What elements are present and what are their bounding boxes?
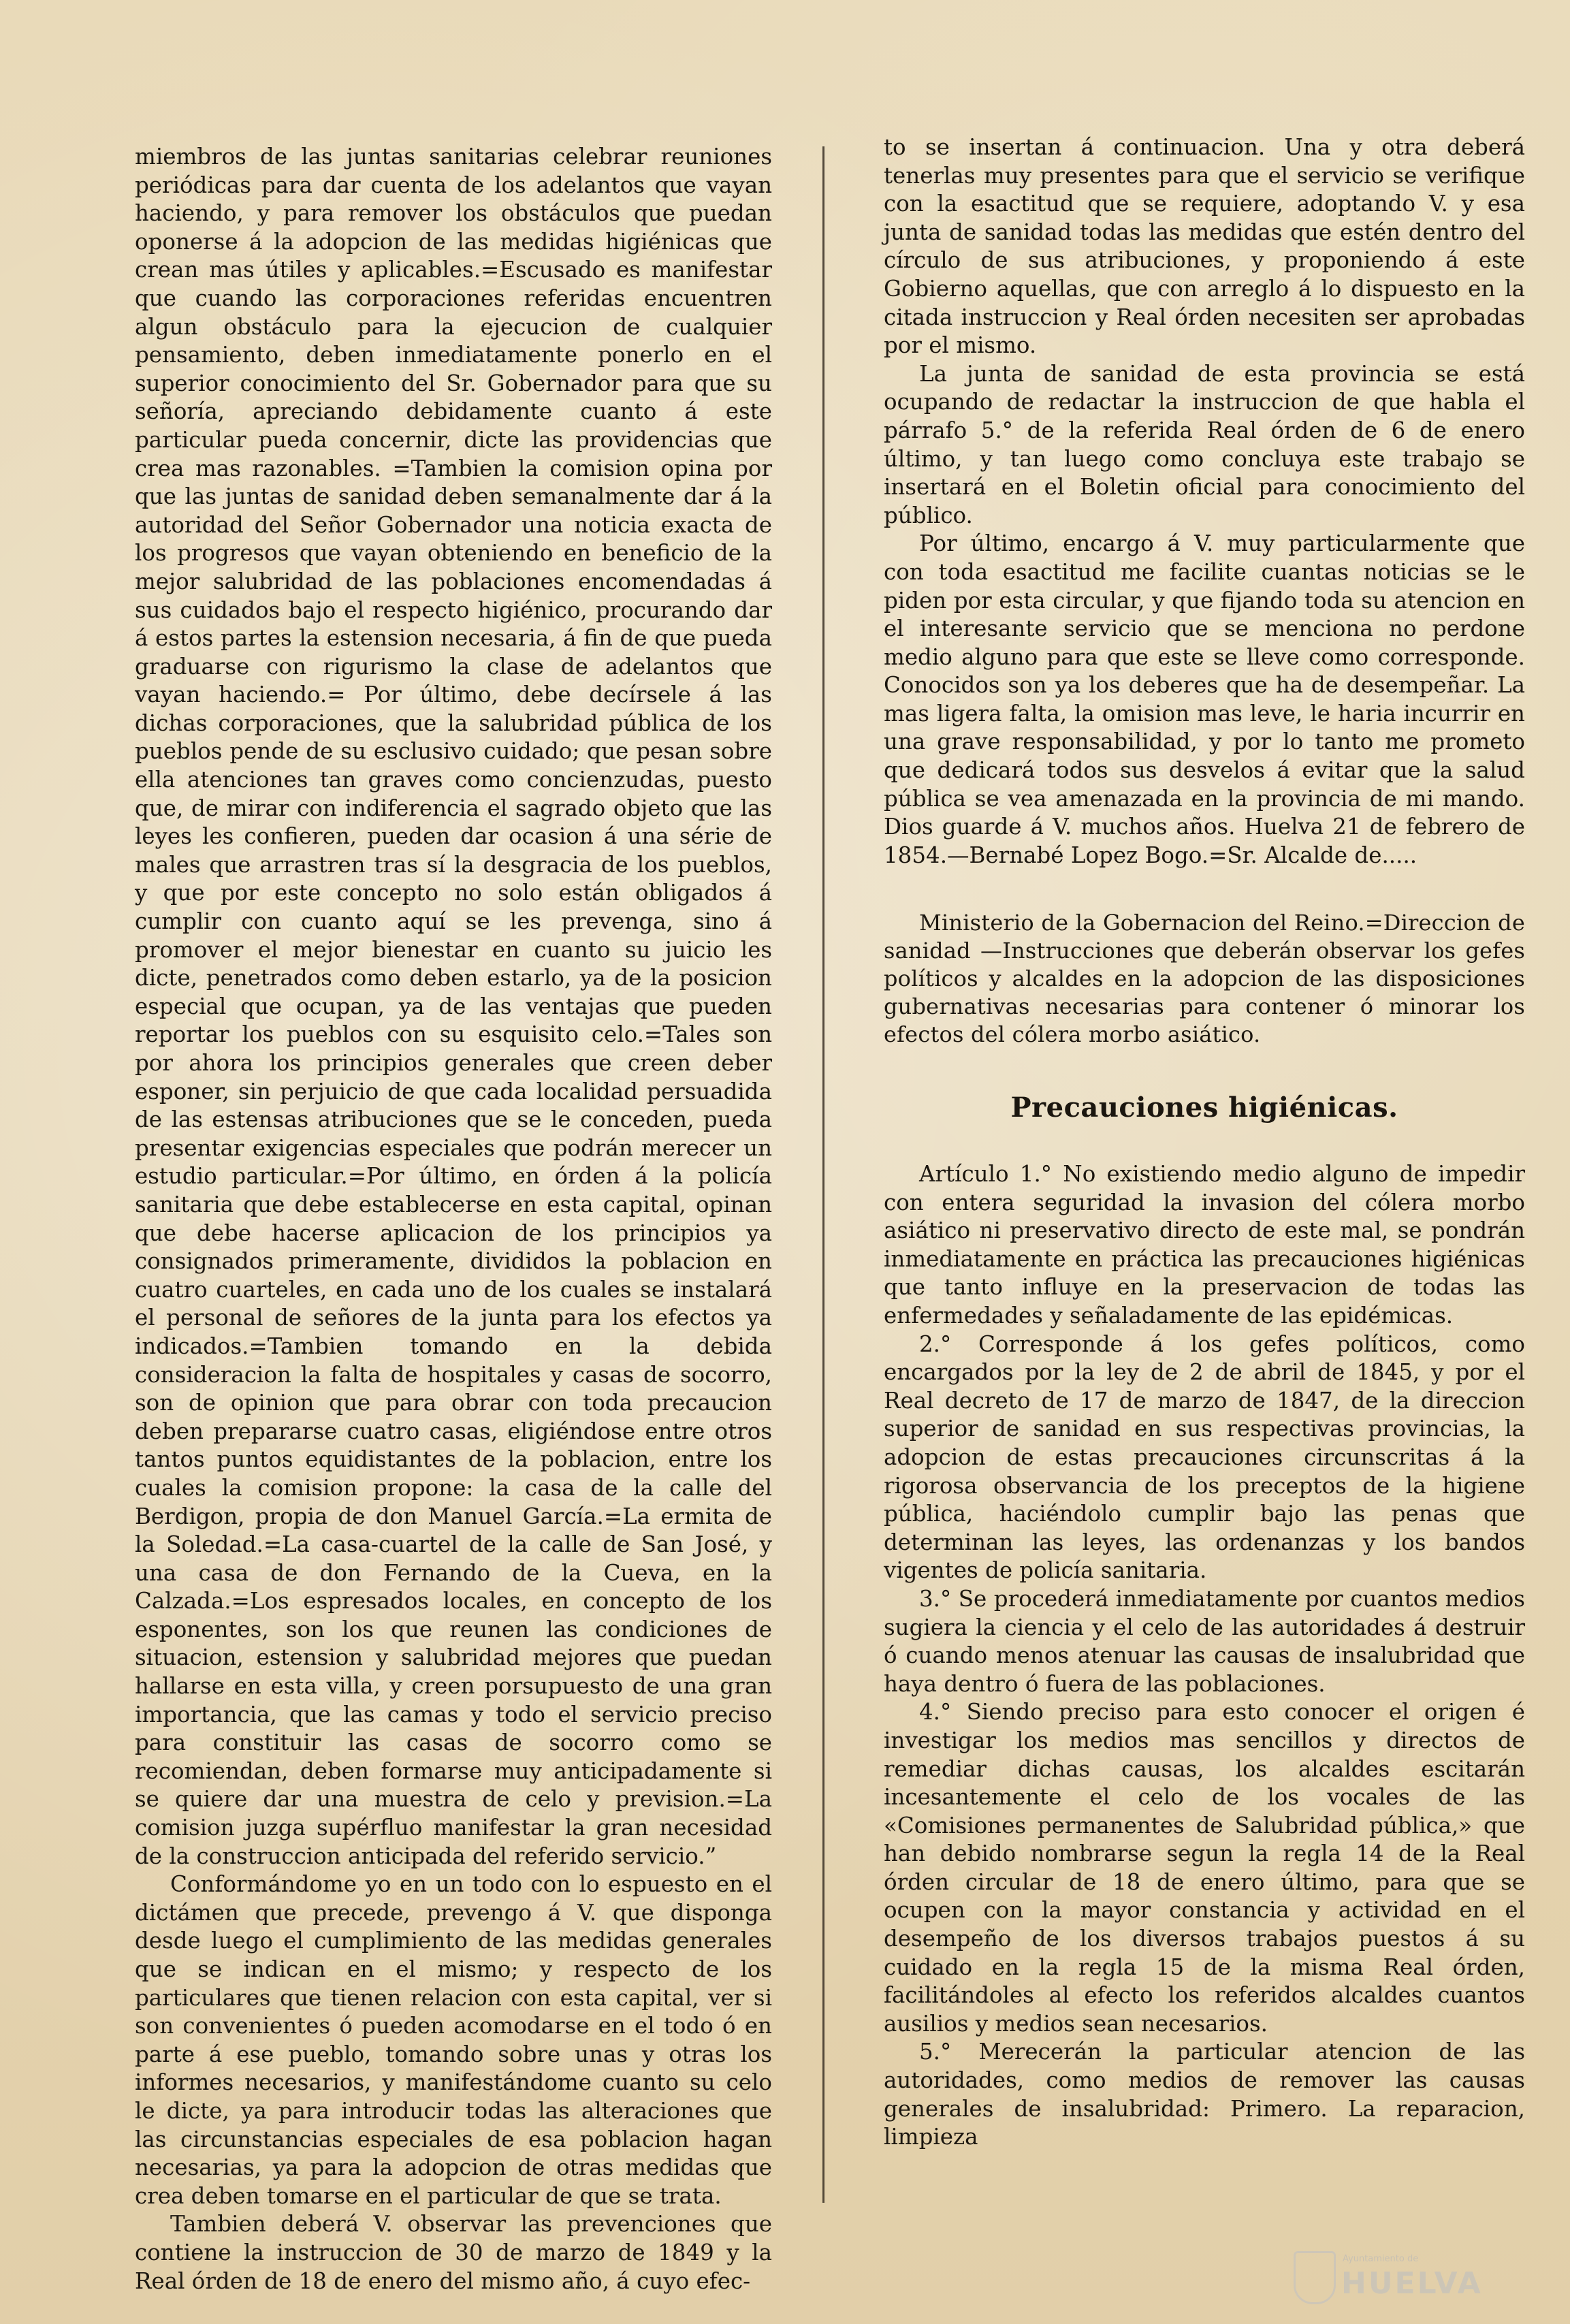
left-paragraph: Tambien deberá V. observar las prevenciones que contiene la instruccion de 30 de marzo de 1849 y la Real órden de 18 de enero del mismo año, á cuyo efec- [135, 2211, 772, 2294]
article-paragraph: 4.° Siendo preciso para esto conocer el origen é investigar los medios mas sencillos y directos de remediar dichas causas, los alcaldes escitarán incesantemente el celo de los vocales de las «Comisiones permanentes de Salubridad pública,» que han debido nombrarse segun la regla 14 de la Real órden circular de 18 de enero último, para que se ocupen con la mayor constancia y actividad en el desempeño de los diversos trabajos puestos á su cuidado en la regla 15 de la misma Real órden, facilitándoles al efecto los referidos alcaldes cuantos ausilios y medios sean necesarios. [884, 1699, 1525, 2037]
article-paragraph: 2.° Corresponde á los gefes políticos, como encargados por la ley de 2 de abril de 1845, y por el Real decreto de 17 de marzo de 1847, de la direccion superior de sanidad en sus respectivas provincias, la adopcion de estas precauciones circunscritas á la rigorosa observancia de los preceptos de la higiene pública, haciéndolo cumplir bajo las penas que determinan las leyes, las ordenanzas y los bandos vigentes de policía sanitaria. [884, 1331, 1525, 1584]
left-paragraph: Conformándome yo en un todo con lo espuesto en el dictámen que precede, prevengo á V. que disponga desde luego el cumplimiento de las medidas generales que se indican en el mismo; y respecto de los particulares que tienen relacion con esta capital, ver si son convenientes ó pueden acomodarse en el todo ó en parte á ese pueblo, tomando sobre unas y otras los informes necesarios, y manifestándome cuanto su celo le dicte, ya para introducir todas las alteraciones que las circunstancias especiales de esa poblacion hagan necesarias, ya para la adopcion de otras medidas que crea deben tomarse en el particular de que se trata. [135, 1871, 772, 2209]
archive-watermark [1294, 2251, 1518, 2304]
left-paragraph: miembros de las juntas sanitarias celebrar reuniones periódicas para dar cuenta de los adelantos que vayan haciendo, y para remover los obstáculos que puedan oponerse á la adopcion de las medidas higiénicas que crean mas útiles y aplicables.=Escusado es manifestar que cuando las corporaciones referidas encuentren algun obstáculo para la ejecucion de cualquier pensamiento, deben inmediatamente ponerlo en el superior conocimiento del Sr. Gobernador para que su señoría, apreciando debidamente cuanto á este particular pueda concernir, dicte las providencias que crea mas razonables. =Tambien la comision opina por que las juntas de sanidad deben semanalmente dar á la autoridad del Señor Gobernador una noticia exacta de los progresos que vayan obteniendo en beneficio de la mejor salubridad de las poblaciones encomendadas á sus cuidados bajo el respecto higiénico, procurando dar á estos partes la estension necesaria, á fin de que pueda graduarse con rigurismo la clase de adelantos que vayan haciendo.= Por último, debe decírsele á las dichas corporaciones, que la salubridad pública de los pueblos pende de su esclusivo cuidado; que pesan sobre ella atenciones tan graves como concienzudas, puesto que, de mirar con indiferencia el sagrado objeto que las leyes les confieren, pueden dar ocasion á una série de males que arrastren tras sí la desgracia de los pueblos, y que por este concepto no solo están obligados á cumplir con cuanto aquí se les prevenga, sino á promover el mejor bienestar en cuanto su juicio les dicte, penetrados como deben estarlo, ya de la posicion especial que ocupan, ya de las ventajas que pueden reportar los pueblos con su esquisito celo.=Tales son por ahora los principios generales que creen deber esponer, sin perjuicio de que cada localidad persuadida de las estensas atribuciones que se le conceden, pueda presentar exigencias especiales que podrán merecer un estudio particular.=Por último, en órden á la policía sanitaria que debe establecerse en esta capital, opinan que debe hacerse aplicacion de los principios ya consignados primeramente, divididos la poblacion en cuatro cuarteles, en cada uno de los cuales se instalará el personal de señores de la junta para los efectos ya indicados.=Tambien tomando en la debida consideracion la falta de hospitales y casas de socorro, son de opinion que para obrar con toda precaucion deben prepararse cuatro casas, eligiéndose entre otros tantos puntos equidistantes de la poblacion, entre los cuales la comision propone: la casa de la calle del Berdigon, propia de don Manuel García.=La ermita de la Soledad.=La casa-cuartel de la calle de San José, y una casa de don Fernando de la Cueva, en la Calzada.=Los espresados locales, en concepto de los esponentes, son los que reunen las condiciones de situacion, estension y salubridad mejores que puedan hallarse en esta villa, y creen porsupuesto de una gran importancia, que las camas y todo el servicio preciso para constituir las casas de socorro como se recomiendan, deben formarse muy anticipadamente si se quiere dar una muestra de celo y prevision.=La comision juzga supérfluo manifestar la gran necesidad de la construccion anticipada del referido servicio.” [135, 144, 772, 1869]
section-gap [884, 870, 1525, 909]
ministry-note: Ministerio de la Gobernacion del Reino.=Direccion de sanidad —Instrucciones que deberán observar los gefes políticos y alcaldes en la adopcion de las disposiciones gubernativas necesarias para contener ó minorar los efectos del cólera morbo asiático. [884, 910, 1525, 1048]
article-paragraph: 3.° Se procederá inmediatamente por cuantos medios sugiera la ciencia y el celo de las autoridades á destruir ó cuando menos atenuar las causas de insalubridad que haya dentro ó fuera de las poblaciones. [884, 1585, 1525, 1697]
column-divider [822, 146, 824, 2203]
right-paragraph: to se insertan á continuacion. Una y otra deberá tenerlas muy presentes para que el servicio se verifique con la esactitud que se requiere, adoptando V. y esa junta de sanidad todas las medidas que estén dentro del círculo de sus atribuciones, y proponiendo á este Gobierno aquellas, que con arreglo á lo dispuesto en la citada instruccion y Real órden necesiten ser aprobadas por el mismo. [884, 134, 1525, 359]
article-paragraph: 5.° Merecerán la particular atencion de las autoridades, como medios de remover las causas generales de insalubridad: Primero. La reparacion, limpieza [884, 2039, 1525, 2150]
section-heading: Precauciones higiénicas. [1010, 1092, 1398, 1124]
right-paragraph: Por último, encargo á V. muy particularmente que con toda esactitud me facilite cuantas noticias se le piden por esta circular, y que fijando toda su atencion en el interesante servicio que se menciona no perdone medio alguno para que este se lleve como corresponde. Conocidos son ya los deberes que ha de desempeñar. La mas ligera falta, la omision mas leve, le haria incurrir en una grave responsabilidad, y por lo tanto me prometo que dedicará todos sus desvelos á evitar que la salud pública se vea amenazada en la provincia de mi mando. Dios guarde á V. muchos años. Huelva 21 de febrero de 1854.—Bernabé Lopez Bogo.=Sr. Alcalde de..... [884, 530, 1525, 868]
left-column [135, 143, 772, 2295]
right-column [884, 133, 1525, 2152]
watermark-city: HUELVA [1341, 2266, 1483, 2301]
watermark-org: Ayuntamiento de [1343, 2254, 1419, 2264]
article-paragraph: Artículo 1.° No existiendo medio alguno de impedir con entera seguridad la invasion del cólera morbo asiático ni preservativo directo de este mal, se pondrán inmediatamente en práctica las precauciones higiénicas que tanto influye en la preservacion de todas las enfermedades y señaladamente de las epidémicas. [884, 1161, 1525, 1328]
right-paragraph: La junta de sanidad de esta provincia se está ocupando de redactar la instruccion de que habla el párrafo 5.° de la referida Real órden de 6 de enero último, y tan luego como concluya este trabajo se insertará en el Boletin oficial para conocimiento del público. [884, 360, 1525, 528]
coat-of-arms-icon [1294, 2251, 1336, 2304]
